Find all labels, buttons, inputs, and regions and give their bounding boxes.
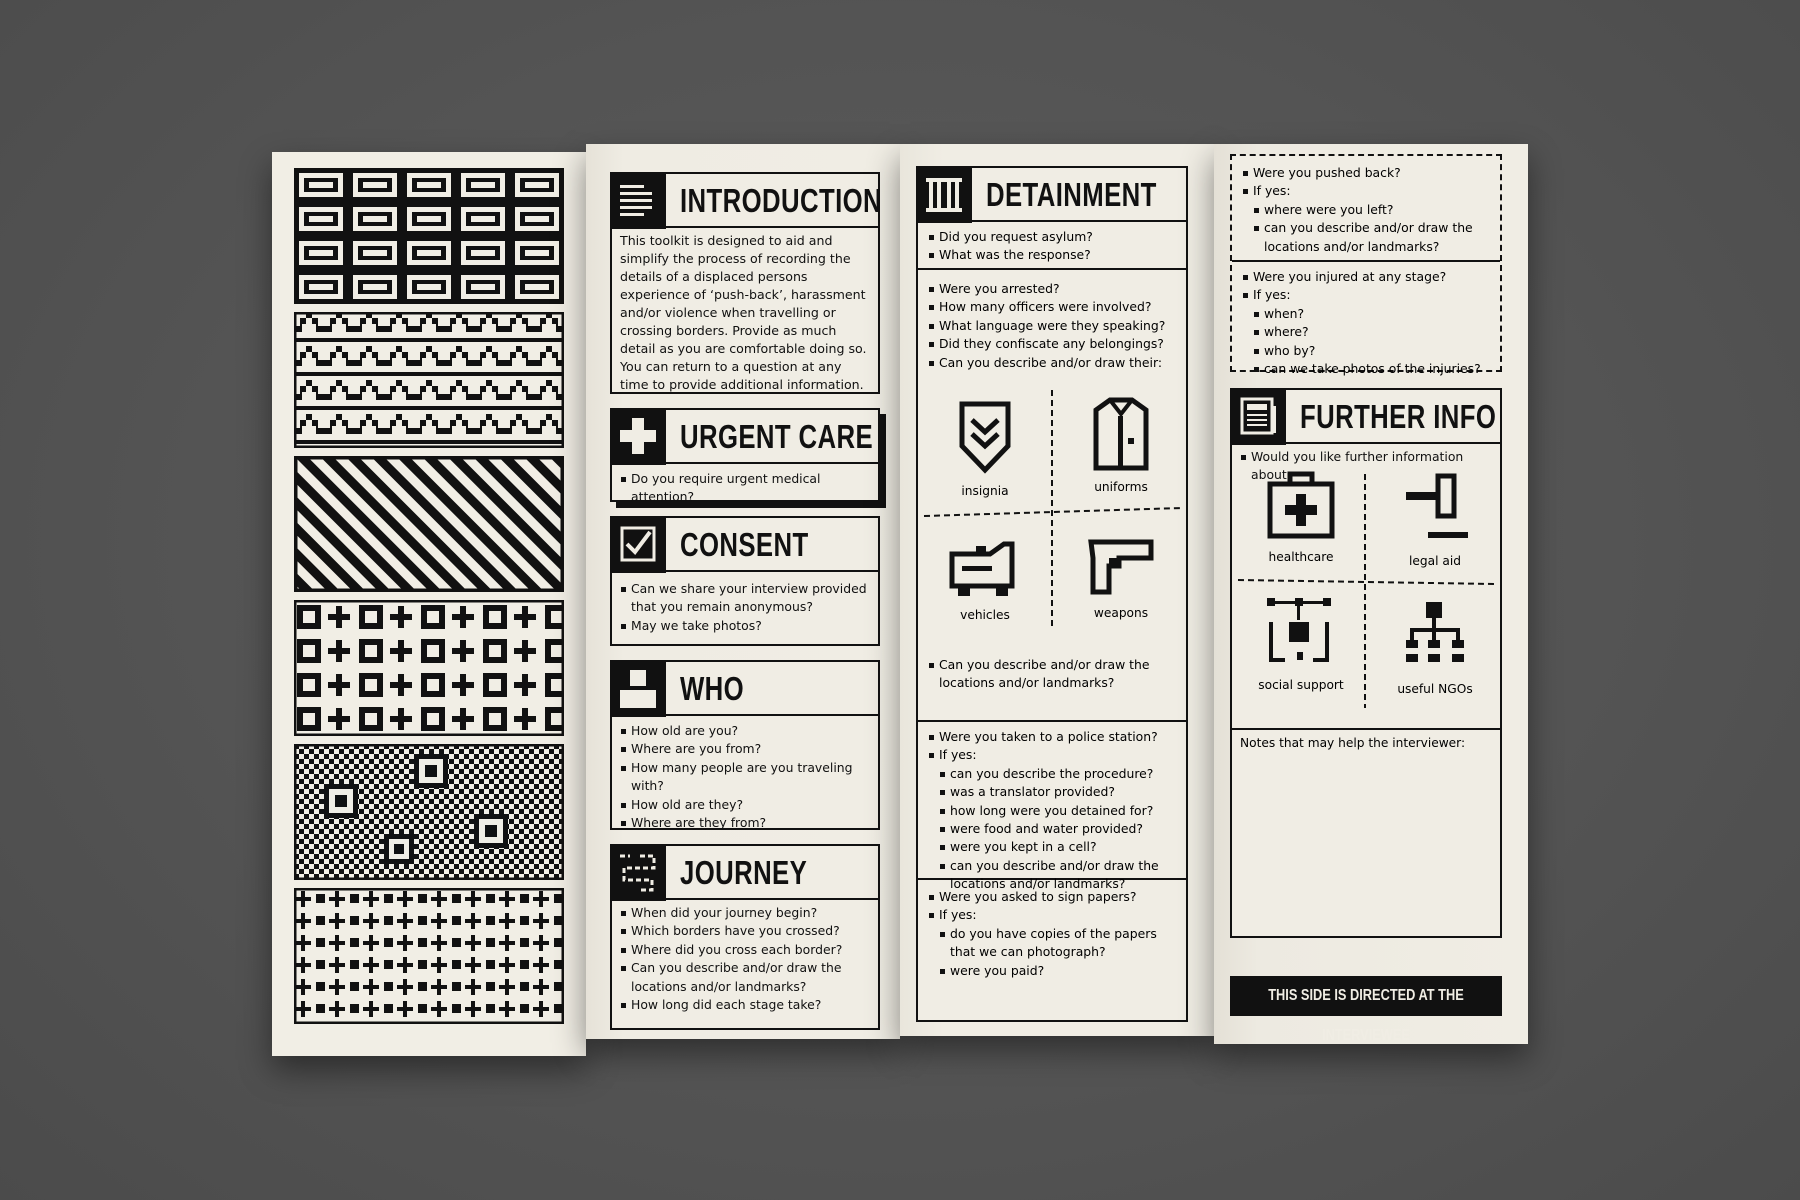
further-info-icon-grid [1232,468,1500,728]
list-item: What language were they speaking? [928,317,1178,335]
list-item: were food and water provided? [928,820,1178,838]
legal-aid-cell [1370,470,1500,568]
list-item: Where are they from? [620,814,870,832]
questions-panel-1 [586,144,900,1039]
consent-card [610,516,880,646]
social-support-label: social support [1258,678,1344,692]
further-info-title: FURTHER INFO [1300,398,1497,435]
vehicle-icon [946,536,1024,602]
list-item: How long did each stage take? [620,996,870,1014]
list-item: Did they confiscate any belongings? [928,335,1178,353]
further-info-card [1230,388,1502,938]
pushback-section [1232,156,1500,262]
document-lines-icon [610,172,666,229]
journey-header [612,846,878,900]
list-item: Can you describe and/or draw the locations and/or landmarks? [620,959,870,996]
consent-header [612,518,878,572]
injury-section [1232,260,1500,377]
prison-bars-icon [916,166,972,223]
journey-card [610,844,880,1030]
insignia-cell [920,398,1050,498]
pattern-diagonal-stripes [294,456,564,592]
list-item: Can you describe and/or draw their: [928,354,1178,372]
list-item: Were you taken to a police station? [928,728,1178,746]
list-item: If yes: [928,906,1178,924]
list-item: Were you arrested? [928,280,1178,298]
list-item: If yes: [928,746,1178,764]
pattern-panel [272,152,586,1056]
list-item: where? [1242,323,1492,341]
pattern-zigzag [294,312,564,448]
list-item: Where are you from? [620,740,870,758]
healthcare-cell [1236,470,1366,564]
list-item: can you describe and/or draw the locations and/or landmarks? [1242,219,1492,256]
list-item: Were you asked to sign papers? [928,888,1178,906]
pattern-plus-square [294,600,564,736]
uniforms-label: uniforms [1094,480,1148,494]
locations-section [918,646,1186,722]
notes-divider [1232,728,1500,730]
sign-papers-section [918,878,1186,1018]
list-item: can you describe the procedure? [928,765,1178,783]
detainment-panel [900,144,1214,1036]
journey-title: JOURNEY [680,854,808,891]
list-item: When did your journey begin? [620,904,870,922]
police-station-section [918,720,1186,892]
list-item: Did you request asylum? [928,228,1178,246]
weapons-label: weapons [1093,606,1149,620]
list-item: Were you pushed back? [1242,164,1492,182]
gavel-icon [1398,470,1472,548]
introduction-header [612,174,883,228]
urgent-care-title: URGENT CARE [680,418,874,455]
consent-title: CONSENT [680,526,809,563]
list-item: can we take photos of the injuries? [1242,360,1492,378]
footer-text: THIS SIDE IS DIRECTED AT THE INTERVIEWEE [1268,987,1464,1044]
further-info-header [1232,390,1500,444]
weapons-cell [1056,534,1186,620]
list-item: What was the response? [928,246,1178,264]
pattern-rectangle-maze [294,168,564,304]
introduction-text: This toolkit is designed to aid and simplify the process of recording the details of a displaced persons experience of ‘push-back’, harassment and/or violence when travelling or crossing borders. Provide as much detail as you are comfortable doing so. You can return to a question at any time to provide additional information. [620,233,867,392]
who-header [612,662,878,716]
uniforms-cell [1056,394,1186,494]
list-item: Can we share your interview provided that you remain anonymous? [620,580,870,617]
uniform-icon [1088,394,1154,474]
list-item: How old are you? [620,722,870,740]
list-item: when? [1242,305,1492,323]
vehicles-cell [920,536,1050,622]
list-item: can you describe and/or draw the locations and/or landmarks? [928,857,1178,894]
list-item: do you have copies of the papers that we can photograph? [928,925,1178,962]
person-icon [610,660,666,717]
list-item: Where did you cross each border? [620,941,870,959]
list-item: How many people are you traveling with? [620,759,870,796]
urgent-care-header [612,410,878,464]
list-item: May we take photos? [620,617,870,635]
checkbox-icon [610,516,666,573]
list-item: If yes: [1242,286,1492,304]
who-title: WHO [680,670,745,707]
list-item: Do you require urgent medical attention? [620,470,870,507]
interviewee-footer [1230,976,1502,1044]
asylum-section [918,220,1186,270]
gun-icon [1085,534,1157,600]
list-item: where were you left? [1242,201,1492,219]
medical-kit-icon [1264,470,1338,544]
detainment-card [916,166,1188,1022]
notes-label: Notes that may help the interviewer: [1240,736,1466,750]
pushback-injury-card [1230,154,1502,377]
further-info-panel [1214,144,1528,1044]
insignia-icon [954,398,1016,478]
list-item: was a translator provided? [928,783,1178,801]
list-item: who by? [1242,342,1492,360]
urgent-care-card [610,408,880,505]
pattern-plus-dot [294,888,564,1024]
list-item: How many officers were involved? [928,298,1178,316]
list-item: How old are they? [620,796,870,814]
hierarchy-icon [1398,596,1472,676]
vehicles-label: vehicles [960,608,1010,622]
detainment-title: DETAINMENT [986,176,1157,213]
list-item: If yes: [1242,182,1492,200]
social-support-cell [1236,592,1366,692]
list-item: how long were you detained for? [928,802,1178,820]
healthcare-label: healthcare [1268,550,1334,564]
list-item: Were you injured at any stage? [1242,268,1492,286]
network-icon [1261,592,1341,672]
insignia-label: insignia [961,484,1009,498]
useful-ngos-cell [1370,596,1500,696]
list-item: were you kept in a cell? [928,838,1178,856]
detainment-header [918,168,1186,222]
list-item: Would you like further information about: [1240,448,1492,485]
pattern-qr [294,744,564,880]
list-item: were you paid? [928,962,1178,980]
newspaper-icon [1230,388,1286,445]
who-card [610,660,880,830]
brochure [272,144,1528,1056]
detainment-icon-grid [918,386,1186,646]
list-item: Can you describe and/or draw the locations and/or landmarks? [928,656,1178,693]
arrest-section [918,268,1186,390]
medical-cross-icon [610,408,666,465]
list-item: Which borders have you crossed? [620,922,870,940]
introduction-title: INTRODUCTION [680,182,883,219]
route-icon [610,844,666,901]
useful-ngos-label: useful NGOs [1397,682,1473,696]
legal-aid-label: legal aid [1409,554,1461,568]
introduction-card [610,172,883,394]
